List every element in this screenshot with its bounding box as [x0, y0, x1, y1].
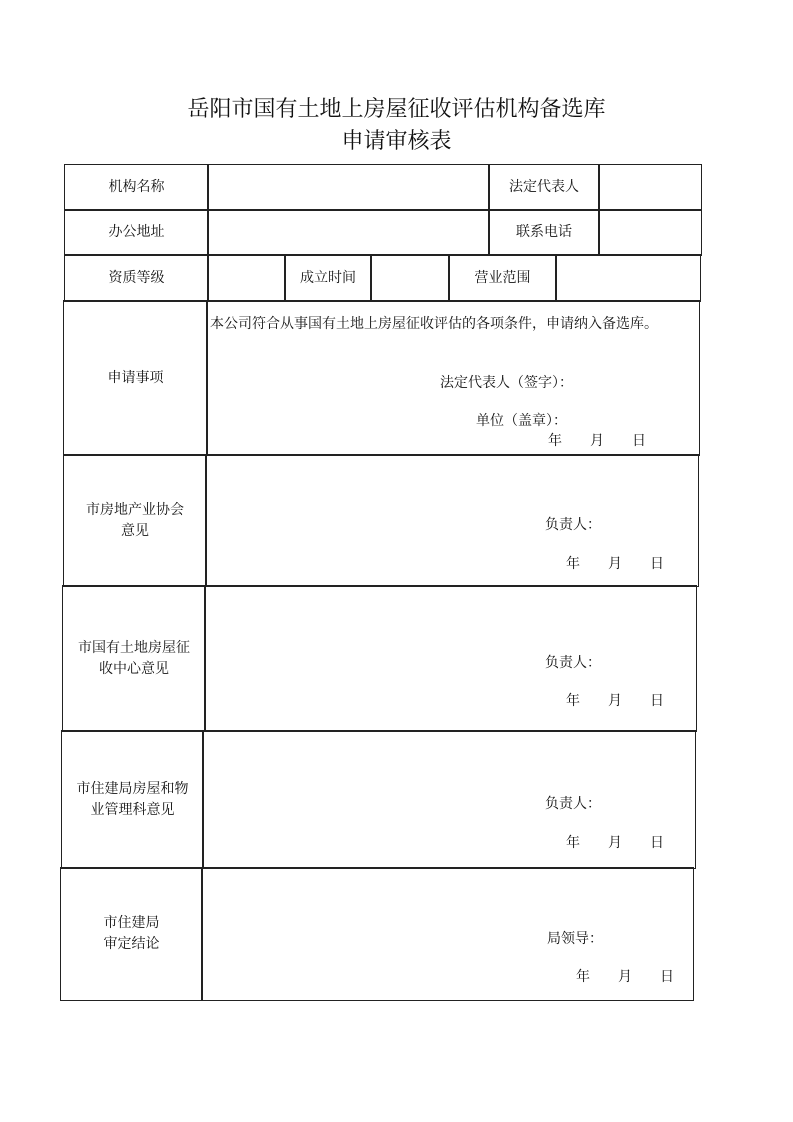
business-scope-field[interactable] — [555, 254, 701, 302]
org-name-label: 机构名称 — [64, 164, 209, 211]
opinion-date: 年 月 日 — [566, 556, 664, 572]
org-name-field[interactable] — [207, 164, 490, 211]
legal-rep-label: 法定代表人 — [488, 164, 600, 211]
opinion-date: 年 月 日 — [566, 693, 664, 709]
opinion-date: 年 月 日 — [576, 969, 674, 985]
opinion-label-association: 市房地产业协会 意见 — [63, 454, 207, 587]
phone-field[interactable] — [598, 209, 702, 256]
signer-label: 负责人： — [545, 796, 601, 812]
office-address-label: 办公地址 — [64, 209, 209, 256]
signature-line: 法定代表人（签字）： — [440, 375, 573, 391]
application-statement: 本公司符合从事国有土地上房屋征收评估的各项条件，申请纳入备选库。 — [210, 316, 658, 332]
opinion-label-final-conclusion: 市住建局 审定结论 — [60, 867, 203, 1001]
opinion-label-property-section: 市住建局房屋和物 业管理科意见 — [61, 730, 204, 869]
signer-label: 局领导： — [547, 931, 603, 947]
business-scope-label: 营业范围 — [448, 254, 557, 302]
qualification-field[interactable] — [207, 254, 286, 302]
application-label: 申请事项 — [63, 300, 208, 456]
phone-label: 联系电话 — [488, 209, 600, 256]
form-subtitle: 申请审核表 — [341, 129, 452, 154]
opinion-label-expropriation-center: 市国有土地房屋征 收中心意见 — [62, 585, 206, 732]
signer-label: 负责人： — [545, 655, 601, 671]
opinion-date: 年 月 日 — [566, 835, 664, 851]
office-address-field[interactable] — [207, 209, 490, 256]
form-title: 岳阳市国有土地上房屋征收评估机构备选库 — [187, 97, 606, 122]
signer-label: 负责人： — [545, 517, 601, 533]
legal-rep-field[interactable] — [598, 164, 702, 211]
established-field[interactable] — [370, 254, 450, 302]
application-date: 年 月 日 — [548, 433, 646, 449]
qualification-label: 资质等级 — [64, 254, 209, 302]
seal-line: 单位（盖章）： — [476, 413, 567, 429]
established-label: 成立时间 — [284, 254, 372, 302]
